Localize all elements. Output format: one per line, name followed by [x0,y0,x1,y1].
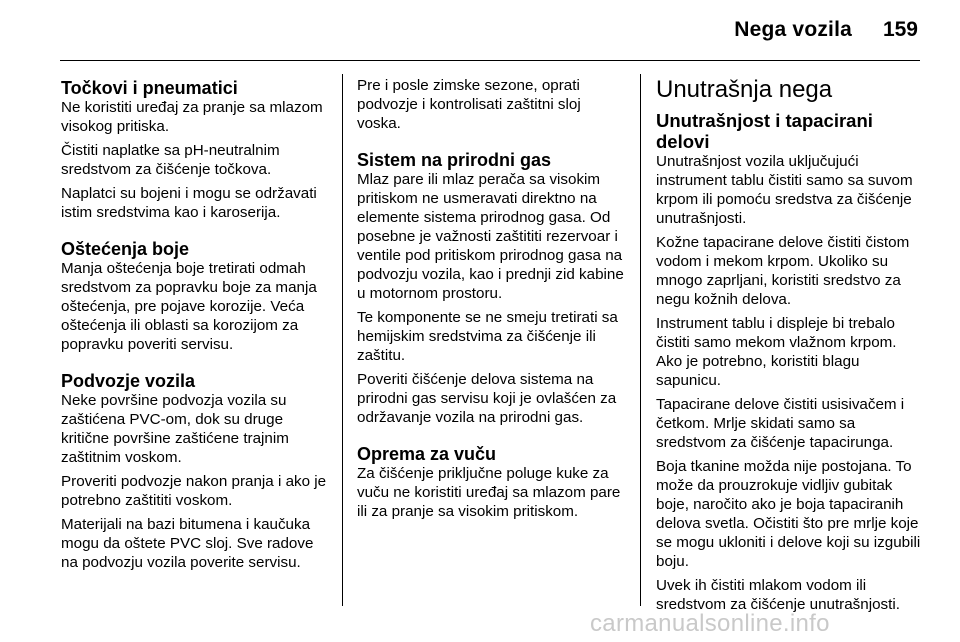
paragraph: Te komponente se ne smeju tretirati sa hemijskim sredstvima za čišćenje ili zaštitu. [357,309,618,364]
paragraph: Unutrašnjost vozila uključujući instrument tablu čistiti samo sa suvom krpom ili pomoću sredstva za čišćenje unutrašnjosti. [656,153,913,227]
section-heading: Sistem na prirodni gas [357,150,552,170]
paragraph: Neke površine podvozja vozila su zaštićena PVC-om, dok su druge kritične površine zaštićene trajnim zaštitnim voskom. [61,392,289,466]
paragraph: Poveriti čišćenje delova sistema na prirodni gas servisu koji je ovlašćen za održavanje vozila na prirodni gas. [357,371,617,426]
section-heading: Oprema za vuču [357,444,497,464]
column-divider-1 [342,74,343,606]
page-title: Nega vozila [734,18,852,41]
column-1 [61,78,331,577]
page-header [0,0,960,60]
page-number: 159 [882,18,918,41]
column-3 [656,76,926,619]
paragraph: Instrument tablu i displeje bi trebalo čistiti samo mekom vlažnom krpom. Ako je potrebno, koristiti blagu sapunicu. [656,315,897,389]
section-heading: Točkovi i pneumatici [61,78,238,98]
paragraph: Mlaz pare ili mlaz perača sa visokim pritiskom ne usmeravati direktno na elemente sistema prirodnog gasa. Od posebne je važnosti zaštititi rezervoar i ventile pod pritiskom prirodnog gasa na podvozju vozila, kao i prednji zid kabine u motornom prostoru. [357,171,624,302]
section-heading: Oštećenja boje [61,239,190,259]
paragraph: Manja oštećenja boje tretirati odmah sredstvom za popravku boje za manja oštećenja, pre pojave korozije. Veća oštećenja ili oblasti sa korozijom za popravku poveriti servisu. [61,260,317,353]
section-heading: Unutrašnjost i tapacirani delovi [656,110,873,152]
column-2 [357,76,627,526]
paragraph: Uvek ih čistiti mlakom vodom ili sredstvom za čišćenje unutrašnjosti. [656,577,900,613]
paragraph: Kožne tapacirane delove čistiti čistom vodom i mekom krpom. Ukoliko su mnogo zaprljani, koristiti sredstvo za negu kožnih delova. [656,234,910,308]
paragraph: Ne koristiti uređaj za pranje sa mlazom visokog pritiska. [61,99,323,135]
paragraph: Čistiti naplatke sa pH-neutralnim sredstvom za čišćenje točkova. [61,142,280,178]
paragraph: Proveriti podvozje nakon pranja i ako je potrebno zaštititi voskom. [61,473,327,509]
paragraph: Za čišćenje priključne poluge kuke za vuču ne koristiti uređaj sa mlazom pare ili za pranje sa visokim pritiskom. [357,465,621,520]
paragraph: Tapacirane delove čistiti usisivačem i četkom. Mrlje skidati samo sa sredstvom za čišćenje tapacirunga. [656,396,905,451]
header-divider [60,60,920,61]
watermark: carmanualsonline.info [590,610,830,637]
section-heading: Podvozje vozila [61,371,196,391]
paragraph: Materijali na bazi bitumena i kaučuka mogu da oštete PVC sloj. Sve radove na podvozju vozila poverite servisu. [61,516,314,571]
paragraph: Pre i posle zimske sezone, oprati podvozje i kontrolisati zaštitni sloj voska. [357,77,581,132]
chapter-title: Unutrašnja nega [656,76,833,103]
column-divider-2 [640,74,641,606]
paragraph: Boja tkanine možda nije postojana. To može da prouzrokuje vidljiv gubitak boje, naročito ako je boja tapaciranih delova svetla. Očistiti što pre mrlje koje se mogu ukloniti i delove koji su izgubili boju. [656,458,921,570]
paragraph: Naplatci su bojeni i mogu se održavati istim sredstvima kao i karoserija. [61,185,317,221]
